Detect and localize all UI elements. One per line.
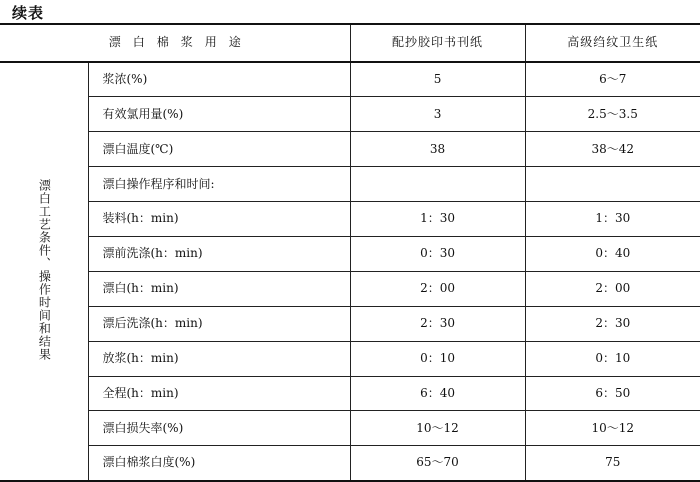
table-row bbox=[0, 446, 700, 481]
header-row bbox=[0, 24, 700, 62]
row-label: 放浆(h：min) bbox=[88, 341, 350, 376]
row-label: 漂白(h：min) bbox=[88, 271, 350, 306]
row-value-v1: 1：30 bbox=[350, 202, 525, 237]
table-row bbox=[0, 236, 700, 271]
row-value-v2: 0：10 bbox=[525, 341, 700, 376]
table-row bbox=[0, 202, 700, 237]
row-label: 装料(h：min) bbox=[88, 202, 350, 237]
row-label: 漂白温度(℃) bbox=[88, 132, 350, 167]
row-value-v2: 6：50 bbox=[525, 376, 700, 411]
row-value-v1: 5 bbox=[350, 62, 525, 97]
header-purpose: 漂白棉浆用途 bbox=[0, 24, 350, 62]
row-value-v1: 0：30 bbox=[350, 236, 525, 271]
row-label: 漂白操作程序和时间: bbox=[88, 167, 350, 202]
row-value-v2: 38～42 bbox=[525, 132, 700, 167]
table-row bbox=[0, 306, 700, 341]
row-value-v1: 3 bbox=[350, 97, 525, 132]
row-value-v2: 2：30 bbox=[525, 306, 700, 341]
row-value-v1: 6：40 bbox=[350, 376, 525, 411]
row-value-v2: 0：40 bbox=[525, 236, 700, 271]
row-label: 漂前洗涤(h：min) bbox=[88, 236, 350, 271]
group-label-cell bbox=[0, 62, 88, 481]
table-body bbox=[0, 62, 700, 481]
row-value-v2 bbox=[525, 167, 700, 202]
table-row bbox=[0, 132, 700, 167]
row-value-v1 bbox=[350, 167, 525, 202]
row-value-v2: 1：30 bbox=[525, 202, 700, 237]
row-value-v2: 2：00 bbox=[525, 271, 700, 306]
table-row bbox=[0, 411, 700, 446]
row-value-v2: 2.5～3.5 bbox=[525, 97, 700, 132]
row-value-v1: 2：00 bbox=[350, 271, 525, 306]
group-label: 漂白工艺条件、操作时间和结果 bbox=[37, 178, 52, 361]
row-value-v2: 6～7 bbox=[525, 62, 700, 97]
header-col1: 配抄胶印书刊纸 bbox=[350, 24, 525, 62]
row-value-v1: 65～70 bbox=[350, 446, 525, 481]
table-row bbox=[0, 271, 700, 306]
row-label: 漂白损失率(%) bbox=[88, 411, 350, 446]
row-label: 有效氯用量(%) bbox=[88, 97, 350, 132]
row-value-v1: 2：30 bbox=[350, 306, 525, 341]
row-value-v2: 75 bbox=[525, 446, 700, 481]
row-value-v1: 0：10 bbox=[350, 341, 525, 376]
table-row bbox=[0, 97, 700, 132]
row-label: 浆浓(%) bbox=[88, 62, 350, 97]
table-row bbox=[0, 376, 700, 411]
table-caption: 续表 bbox=[12, 4, 45, 22]
header-col2: 高级绉纹卫生纸 bbox=[525, 24, 700, 62]
bleaching-table bbox=[0, 23, 700, 482]
row-label: 漂后洗涤(h：min) bbox=[88, 306, 350, 341]
row-value-v2: 10～12 bbox=[525, 411, 700, 446]
table-row bbox=[0, 167, 700, 202]
row-label: 全程(h：min) bbox=[88, 376, 350, 411]
table-row bbox=[0, 341, 700, 376]
row-value-v1: 38 bbox=[350, 132, 525, 167]
table-row bbox=[0, 62, 700, 97]
row-value-v1: 10～12 bbox=[350, 411, 525, 446]
row-label: 漂白棉浆白度(%) bbox=[88, 446, 350, 481]
